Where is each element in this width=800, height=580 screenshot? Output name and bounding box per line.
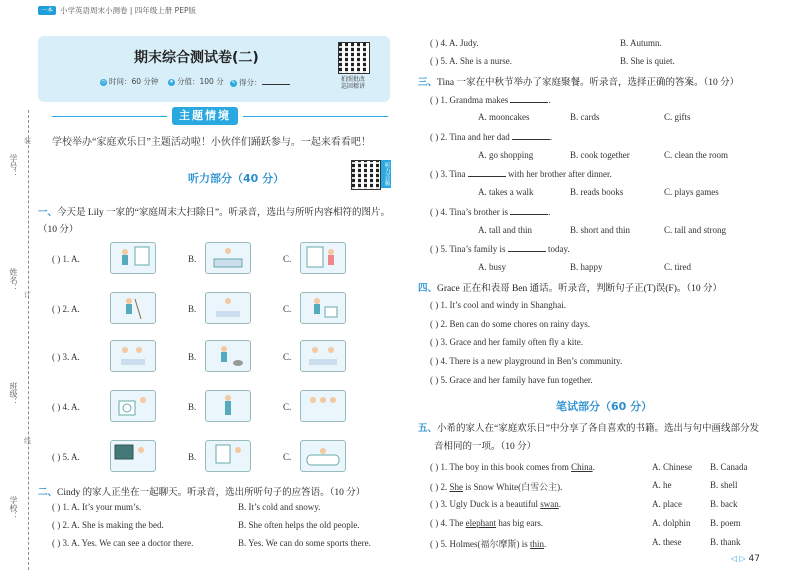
picture-cooking[interactable] (205, 292, 251, 324)
picture-cleaning-window[interactable] (110, 242, 156, 274)
q5-item-3: ( ) 3. Ugly Duck is a beautiful swan. (430, 499, 561, 509)
q1-opt-b: B. (188, 452, 197, 462)
q3-item-3: ( ) 3. Tina with her brother after dinner. (430, 169, 612, 179)
q4-item-3: ( ) 3. Grace and her family often fly a kite. (430, 337, 583, 347)
picture-cleaning-blackboard[interactable] (110, 440, 156, 472)
q5-item-2-b: B. shell (710, 480, 738, 490)
binding-char: 订 (24, 291, 31, 299)
q4-item-5: ( ) 5. Grace and her family have fun together. (430, 375, 593, 385)
q3-item-3-c: C. plays games (664, 187, 719, 197)
q5-item-5-b: B. thank (710, 537, 741, 547)
q4-item-1: ( ) 1. It’s cool and windy in Shanghai. (430, 300, 566, 310)
picture-children-playing[interactable] (300, 390, 346, 422)
q3-item-4: ( ) 4. Tina’s brother is . (430, 207, 551, 217)
theme-intro: 学校举办“家庭欢乐日”主题活动啦！小伙伴们踊跃参与。一起来看看吧！ (52, 137, 371, 148)
q2-row-3-b: B. Yes. We can do some sports there. (238, 538, 371, 548)
q2-row-1-b: B. It’s cold and snowy. (238, 502, 321, 512)
class-label: 班级： (9, 382, 18, 406)
pencil-icon: ✎ (231, 79, 236, 86)
exam-time: ◷ 时间：60 分钟 (101, 77, 159, 86)
q1-opt-b: B. (188, 402, 197, 412)
divider (52, 116, 167, 117)
picture-bathing[interactable] (300, 440, 346, 472)
q2-row-5-b: B. She is quiet. (620, 56, 675, 66)
q1-row-4: ( ) 4. A. (52, 402, 80, 412)
qr-caption: 拍照批改 巡回精讲 (340, 76, 365, 90)
q1-row-1: ( ) 1. A. (52, 254, 80, 264)
student-number-label: 学号： (9, 154, 18, 178)
q1-row-2: ( ) 2. A. (52, 304, 80, 314)
q5-item-3-b: B. back (710, 499, 738, 509)
q1-opt-b: B. (188, 254, 197, 264)
exam-title: 期末综合测试卷(二) (134, 50, 259, 66)
binding-char: 线 (24, 437, 31, 445)
audio-tag: 听力音频 (383, 162, 390, 186)
binding-char: 装 (24, 137, 31, 145)
q3-item-1-a: A. mooncakes (478, 112, 530, 122)
q3-item-2-a: A. go shopping (478, 150, 534, 160)
q2-row-5: ( ) 5. A. She is a nurse. (430, 56, 513, 66)
q5-item-1: ( ) 1. The boy in this book comes from China. (430, 462, 595, 472)
score-icon: ★ (169, 78, 174, 85)
exam-score-got: ✎ 得分： (230, 76, 290, 88)
writing-section-title: 笔试部分（60 分） (556, 400, 653, 413)
q2-row-1: ( ) 1. A. It’s your mum’s. (52, 502, 142, 512)
q2-row-2: ( ) 2. A. She is making the bed. (52, 520, 164, 530)
name-label: 姓名： (9, 268, 18, 292)
q3-item-4-c: C. tall and strong (664, 225, 726, 235)
q1-opt-c: C. (283, 304, 292, 314)
q1-opt-c: C. (283, 452, 292, 462)
q2-row-4: ( ) 4. A. Judy. (430, 38, 479, 48)
question-5-prompt: 五、小希的家人在“家庭欢乐日”中分享了各自喜欢的书籍。选出与句中画线部分发 音相同的一项。（10 分） (418, 423, 759, 452)
q5-item-5: ( ) 5. Holmes(福尔摩斯) is thin. (430, 539, 547, 549)
q3-item-4-a: A. tall and thin (478, 225, 532, 235)
q3-item-5-b: B. happy (570, 262, 603, 272)
q1-opt-b: B. (188, 352, 197, 362)
q3-item-5-a: A. busy (478, 262, 507, 272)
q1-opt-c: C. (283, 254, 292, 264)
q3-item-5-c: C. tired (664, 262, 691, 272)
q1-opt-c: C. (283, 402, 292, 412)
picture-washing-dishes[interactable] (205, 242, 251, 274)
picture-sweeping[interactable] (300, 292, 346, 324)
exam-score-total: ★ 分值：100 分 (169, 77, 224, 86)
q2-row-4-b: B. Autumn. (620, 38, 662, 48)
q4-item-2: ( ) 2. Ben can do some chores on rainy days. (430, 319, 590, 329)
q5-item-1-b: B. Canada (710, 462, 748, 472)
theme-banner: 主题情境 (172, 107, 238, 125)
q5-item-5-a: A. these (652, 537, 682, 547)
picture-mopping[interactable] (110, 292, 156, 324)
q5-item-4: ( ) 4. The elephant has big ears. (430, 518, 544, 528)
q5-item-1-a: A. Chinese (652, 462, 692, 472)
q3-item-2: ( ) 2. Tina and her dad . (430, 132, 553, 142)
q1-opt-b: B. (188, 304, 197, 314)
q1-row-3: ( ) 3. A. (52, 352, 80, 362)
q3-item-1: ( ) 1. Grandma makes . (430, 95, 551, 105)
picture-taking-out-trash[interactable] (300, 242, 346, 274)
q3-item-4-b: B. short and thin (570, 225, 630, 235)
q3-item-3-b: B. reads books (570, 187, 624, 197)
q5-item-3-a: A. place (652, 499, 682, 509)
q3-item-2-b: B. cook together (570, 150, 630, 160)
q3-item-3-a: A. takes a walk (478, 187, 534, 197)
q5-item-4-b: B. poem (710, 518, 741, 528)
school-label: 学校： (9, 496, 18, 520)
brand-logo: 一本 (38, 6, 56, 15)
q2-row-2-b: B. She often helps the old people. (238, 520, 360, 530)
audio-qr-icon[interactable] (351, 160, 381, 190)
clock-icon: ◷ (101, 78, 106, 85)
picture-setting-table[interactable] (300, 340, 346, 372)
q5-item-2-a: A. he (652, 480, 672, 490)
page-number: ◁ ▷ 47 (730, 554, 760, 564)
q3-item-2-c: C. clean the room (664, 150, 728, 160)
q2-row-3: ( ) 3. A. Yes. We can see a doctor there. (52, 538, 194, 548)
q4-item-4: ( ) 4. There is a new playground in Ben’s community. (430, 356, 623, 366)
q3-item-5: ( ) 5. Tina’s family is today. (430, 244, 570, 254)
question-4-prompt: 四、Grace 正在和表哥 Ben 通话。听录音，判断句子正(T)误(F)。（10 分） (418, 283, 722, 294)
picture-girl-standing[interactable] (205, 390, 251, 422)
q5-item-4-a: A. dolphin (652, 518, 691, 528)
q1-row-5: ( ) 5. A. (52, 452, 80, 462)
binding-dashed-line (28, 110, 29, 570)
divider (243, 116, 388, 117)
listening-section-title: 听力部分（40 分） (188, 172, 285, 185)
question-1-prompt: 一、今天是 Lily 一家的“家庭周末大扫除日”。听录音，选出与所听内容相符的图片。（10 分） (38, 207, 391, 235)
qr-code-icon[interactable] (338, 42, 370, 74)
question-3-prompt: 三、Tina 一家在中秋节举办了家庭聚餐。听录音，选择正确的答案。（10 分） (418, 77, 740, 88)
q5-item-2: ( ) 2. She is Snow White(白雪公主). (430, 482, 563, 492)
picture-painting[interactable] (205, 440, 251, 472)
brand-text: 小学英语周末小测卷 | 四年级上册 PEP版 (60, 6, 196, 15)
q1-opt-c: C. (283, 352, 292, 362)
picture-feeding-pet[interactable] (205, 340, 251, 372)
page-arrows-icon: ◁ ▷ (730, 554, 746, 563)
picture-doing-laundry[interactable] (110, 390, 156, 422)
picture-family-sitting[interactable] (110, 340, 156, 372)
q3-item-1-c: C. gifts (664, 112, 691, 122)
q3-item-1-b: B. cards (570, 112, 600, 122)
question-2-prompt: 二、Cindy 的家人正坐在一起聊天。听录音，选出所听句子的应答语。（10 分） (38, 487, 366, 498)
